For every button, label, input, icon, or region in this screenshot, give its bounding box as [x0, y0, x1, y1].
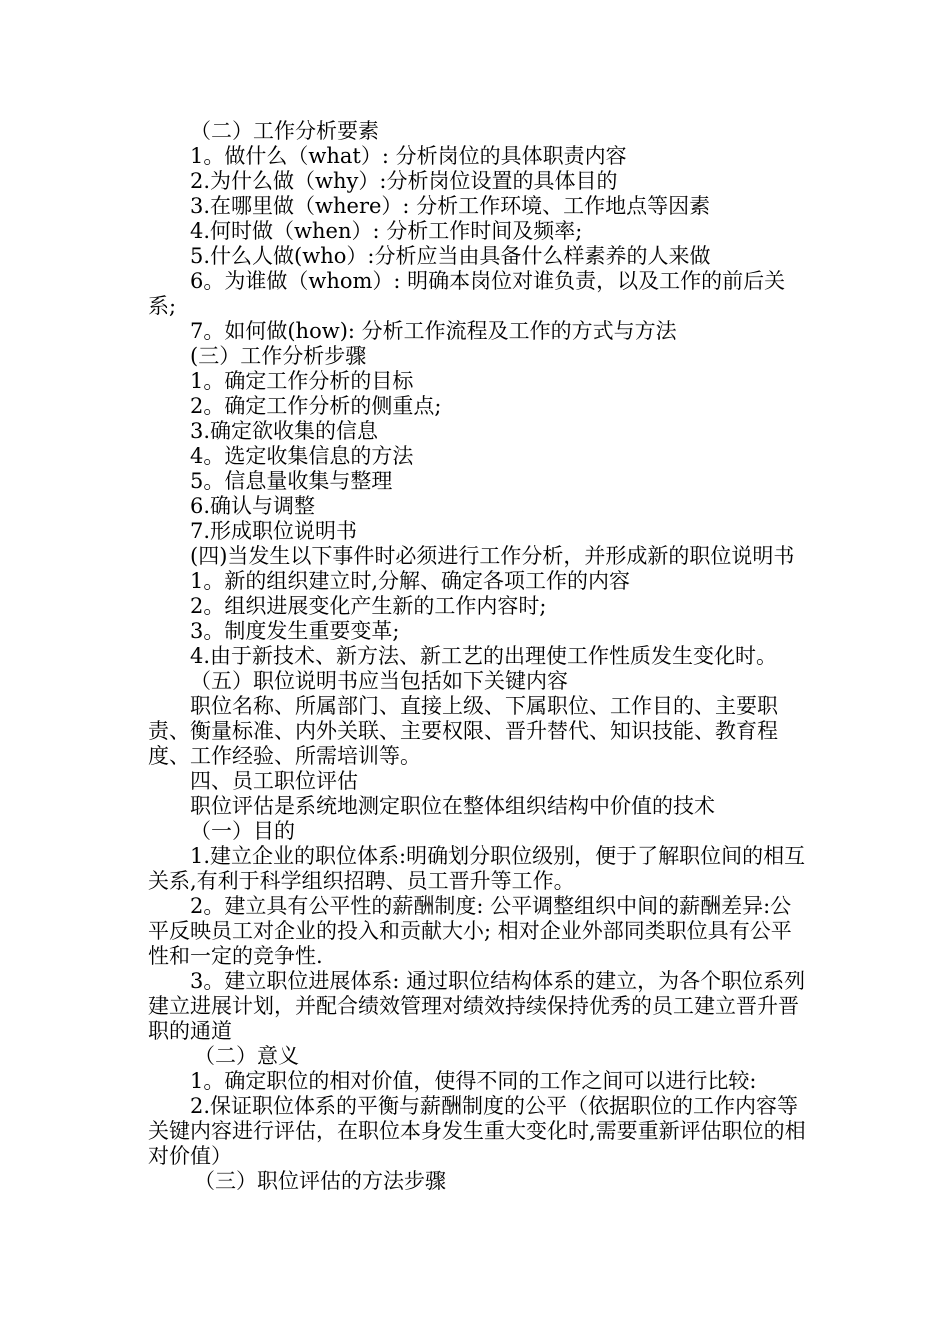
- list-item: 5。信息量收集与整理: [190, 469, 393, 493]
- list-item: 4.何时做（when）: 分析工作时间及频率;: [190, 219, 583, 243]
- section-heading: （二）工作分析要素: [190, 119, 379, 143]
- list-item: 2。组织进展变化产生新的工作内容时;: [190, 594, 547, 618]
- list-item: 4.由于新技术、新方法、新工艺的出理使工作性质发生变化时。: [190, 644, 778, 668]
- section-heading: (三）工作分析步骤: [190, 344, 367, 368]
- list-item: 5.什么人做(who）:分析应当由具备什么样素养的人来做: [190, 244, 711, 268]
- list-item: 4。选定收集信息的方法: [190, 444, 414, 468]
- list-item: 6.确认与调整: [190, 494, 316, 518]
- list-item: 1。做什么（what）: 分析岗位的具体职责内容: [190, 144, 627, 168]
- list-item: 1。确定职位的相对价值，使得不同的工作之间可以进行比较:: [190, 1069, 757, 1093]
- list-item: 2.为什么做（why）:分析岗位设置的具体目的: [190, 169, 618, 193]
- chapter-heading: 四、员工职位评估: [190, 769, 358, 793]
- list-item: 3.在哪里做（where）: 分析工作环境、工作地点等因素: [190, 194, 711, 218]
- list-item: 2.保证职位体系的平衡与薪酬制度的公平（依据职位的工作内容等关键内容进行评估，在职位本身发生重大变化时,需要重新评估职位的相对价值）: [148, 1094, 806, 1168]
- list-item: 2。建立具有公平性的薪酬制度: 公平调整组织中间的薪酬差异:公平反映员工对企业的投入和贡献大小; 相对企业外部同类职位具有公平性和一定的竞争性.: [148, 894, 792, 968]
- list-item: 6。为谁做（whom）: 明确本岗位对谁负责，以及工作的前后关系;: [148, 269, 786, 318]
- list-item: 3。建立职位进展体系: 通过职位结构体系的建立，为各个职位系列建立进展计划，并配合绩效管理对绩效持续保持优秀的员工建立晋升晋职的通道: [148, 969, 806, 1043]
- list-item: 1。确定工作分析的目标: [190, 369, 414, 393]
- section-heading: （三）职位评估的方法步骤: [194, 1169, 446, 1193]
- list-item: 1.建立企业的职位体系:明确划分职位级别，便于了解职位间的相互关系,有利于科学组织招聘、员工晋升等工作。: [148, 844, 806, 893]
- list-item: 2。确定工作分析的侧重点;: [190, 394, 442, 418]
- paragraph: 职位名称、所属部门、直接上级、下属职位、工作目的、主要职责、衡量标准、内外关联、主要权限、晋升替代、知识技能、教育程度、工作经验、所需培训等。: [148, 694, 778, 768]
- document-page: [148, 119, 808, 1194]
- section-heading: （五）职位说明书应当包括如下关键内容: [190, 669, 568, 693]
- list-item: 7。如何做(how): 分析工作流程及工作的方式与方法: [190, 319, 677, 343]
- list-item: 3.确定欲收集的信息: [190, 419, 379, 443]
- list-item: 1。新的组织建立时,分解、确定各项工作的内容: [190, 569, 631, 593]
- section-heading: （二）意义: [194, 1044, 299, 1068]
- list-item: 7.形成职位说明书: [190, 519, 358, 543]
- paragraph: 职位评估是系统地测定职位在整体组织结构中价值的技术: [190, 794, 715, 818]
- section-heading: (四)当发生以下事件时必须进行工作分析，并形成新的职位说明书: [190, 544, 795, 568]
- section-heading: （一）目的: [190, 819, 295, 843]
- list-item: 3。制度发生重要变革;: [190, 619, 400, 643]
